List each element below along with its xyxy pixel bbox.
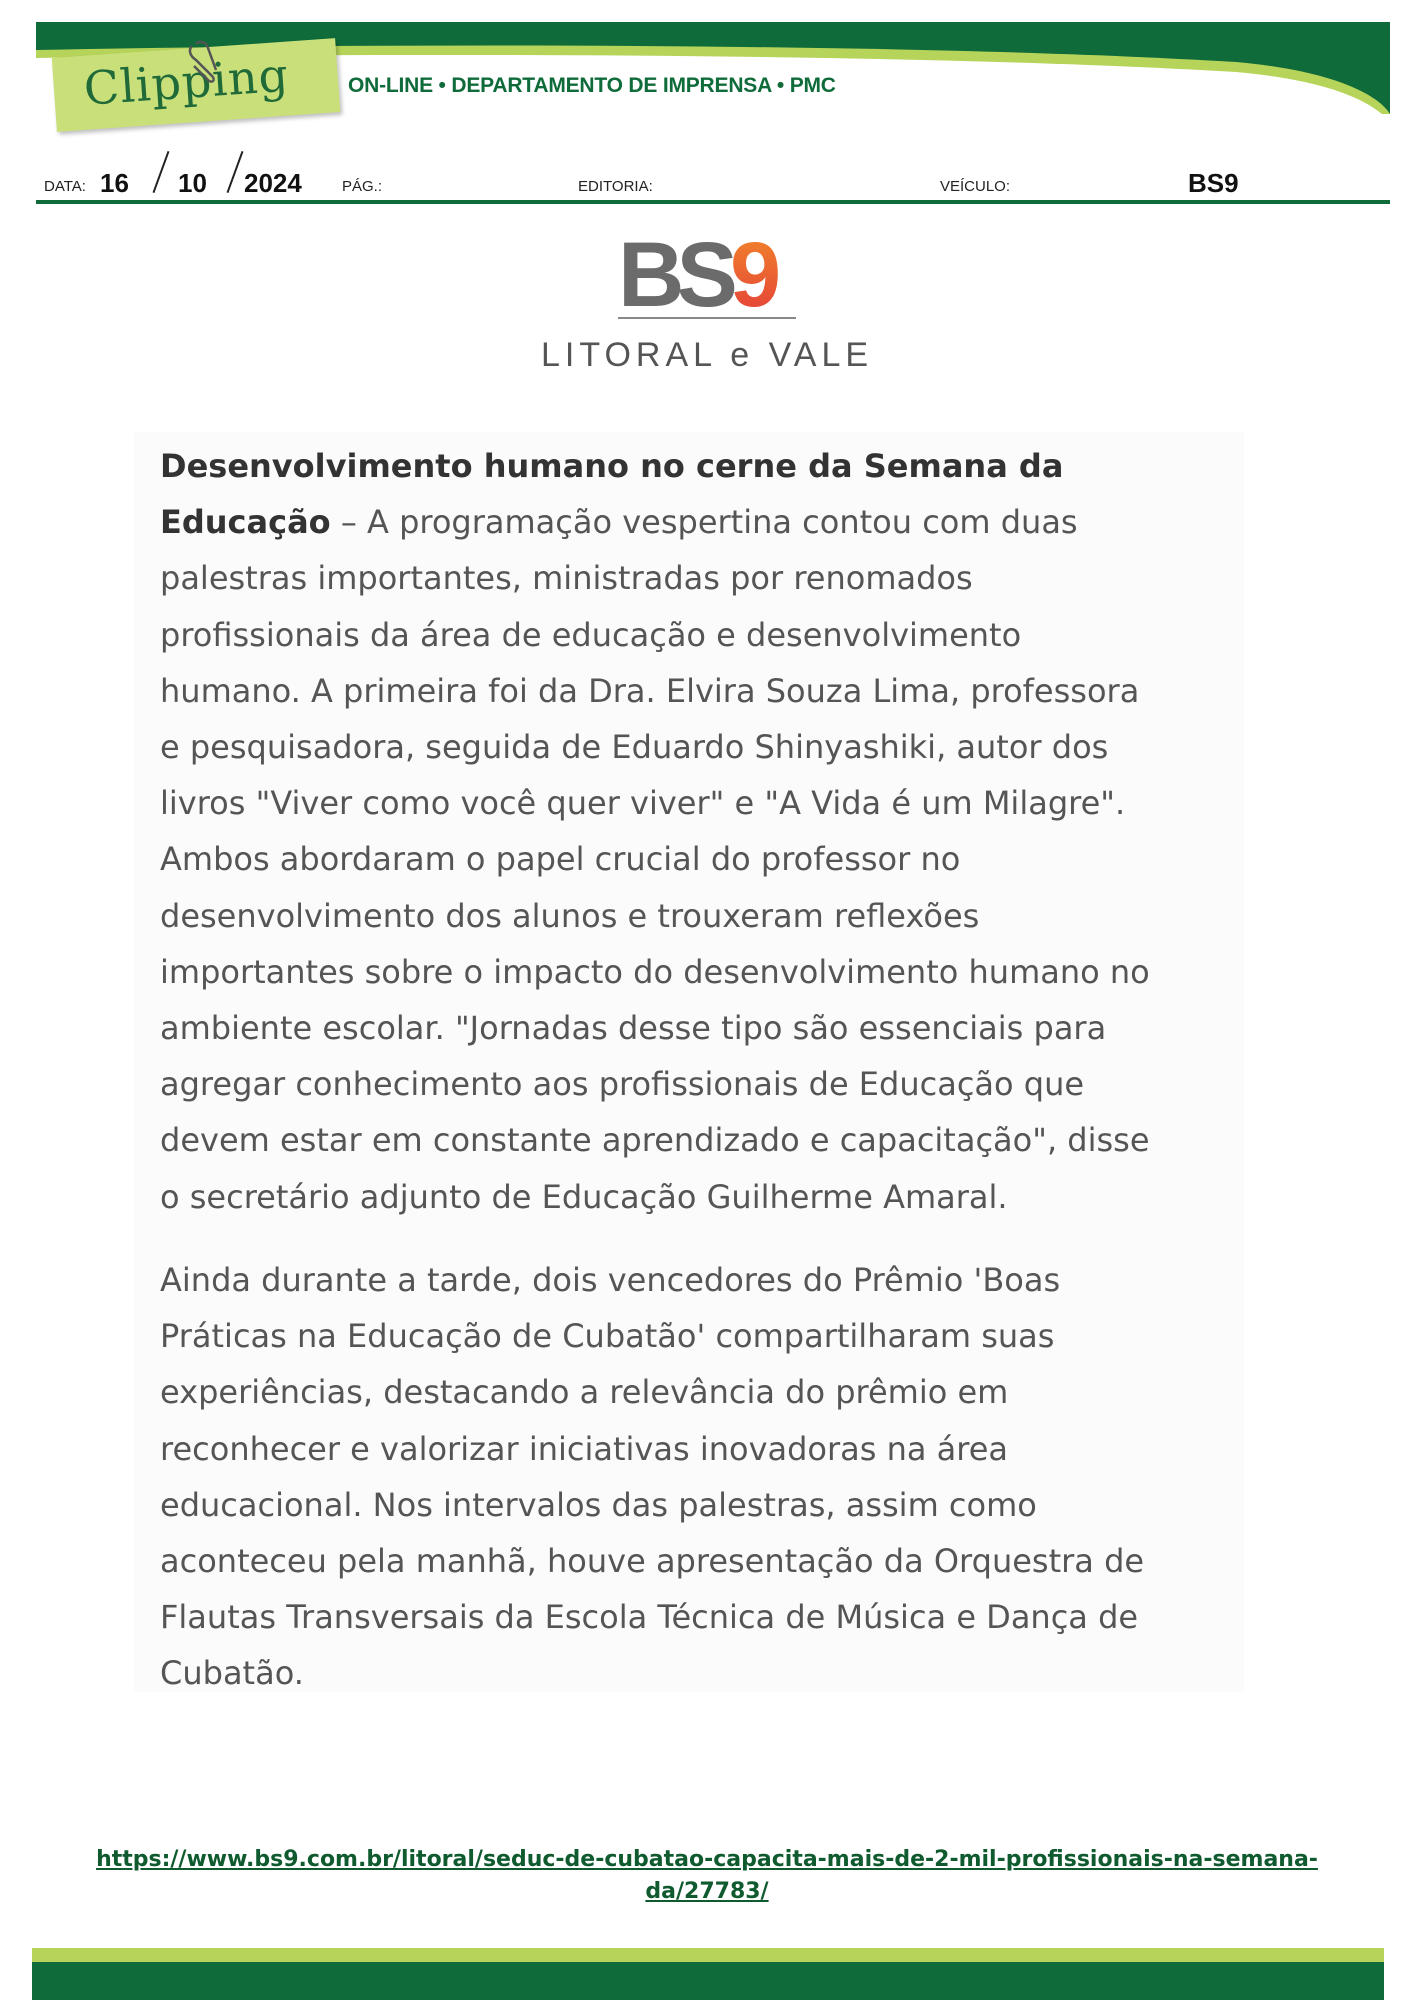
bs9-logo	[0, 224, 1414, 329]
svg-text:BS: BS	[618, 224, 730, 324]
logo-subtitle: LITORAL e VALE	[540, 336, 874, 374]
metadata-divider	[36, 200, 1390, 204]
footer-band-dark	[32, 1962, 1384, 2000]
date-day: 16	[100, 168, 129, 198]
date-label: DATA:	[44, 178, 86, 195]
date-separator	[153, 151, 170, 193]
vehicle-value: BS9	[1188, 168, 1239, 198]
article-paragraph-2: Ainda durante a tarde, dois vencedores do Prêmio 'Boas Práticas na Educação de Cubatão' compartilharam suas experiências, destacando a relevância do prêmio em reconhecer e valorizar iniciativas inovadoras na área educacional. Nos intervalos das palestras, assim como aconteceu pela manhã, houve apresentação da Orquestra de Flautas Transversais da Escola Técnica de Música e Dança de Cubatão.	[160, 1261, 1145, 1693]
date-year: 2024	[244, 168, 302, 198]
clipping-title: Clipping	[82, 47, 291, 116]
article-heading: Desenvolvimento humano no cerne da Semana da Educação	[160, 447, 1064, 542]
paperclip-icon	[186, 40, 220, 86]
footer-band-light	[32, 1948, 1384, 1962]
page-label: PÁG.:	[342, 178, 383, 195]
svg-text:9: 9	[730, 224, 782, 324]
date-month: 10	[178, 168, 207, 198]
article-paragraph-1-text: – A programação vespertina contou com duas palestras importantes, ministradas por renomados profissionais da área de educação e desenvolvimento humano. A primeira foi da Dra. Elvira Souza Lima, professora e pesquisadora, seguida de Eduardo Shinyashiki, autor dos livros "Viver como você quer viver" e "A Vida é um Milagre". Ambos abordaram o papel crucial do professor no desenvolvimento dos alunos e trouxeram reflexões importantes sobre o impacto do desenvolvimento humano no ambiente escolar. "Jornadas desse tipo são essenciais para agregar conhecimento aos profissionais de Educação que devem estar em constante aprendizado e capacitação", disse o secretário adjunto de Educação Guilherme Amaral.	[160, 503, 1150, 1216]
article-paragraph-1	[160, 438, 1160, 1225]
editoria-label: EDITORIA:	[578, 178, 653, 195]
vehicle-label: VEÍCULO:	[940, 178, 1011, 195]
article-screenshot	[134, 432, 1244, 1692]
bs9-logo-mark	[612, 224, 802, 324]
metadata-row	[0, 150, 1414, 200]
date-separator	[227, 151, 244, 193]
department-title: ON-LINE • DEPARTAMENTO DE IMPRENSA • PMC	[348, 74, 836, 97]
source-url-link[interactable]: https://www.bs9.com.br/litoral/seduc-de-cubatao-capacita-mais-de-2-mil-profissionais-na-semana-da/27783/	[96, 1847, 1318, 1904]
